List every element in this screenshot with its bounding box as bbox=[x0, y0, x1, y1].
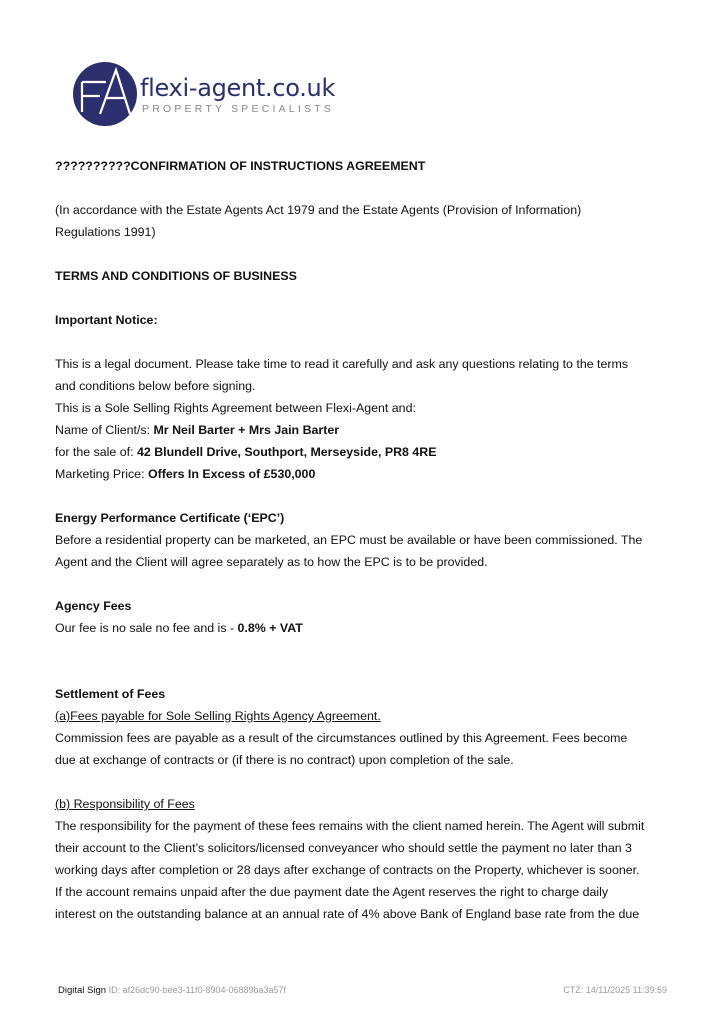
commission-line-2: due at exchange of contracts or (if there is no contract) upon completion of the sale. bbox=[55, 753, 514, 767]
responsibility-line-5: interest on the outstanding balance at an annual rate of 4% above Bank of England base rate from the due bbox=[55, 907, 640, 921]
digital-sign-id: ID: af26dc90-bee3-11f0-8904-06889ba3a57f bbox=[108, 985, 287, 995]
logo-company-name: flexi-agent.co.uk bbox=[140, 74, 336, 102]
accordance-line-2: Regulations 1991) bbox=[55, 225, 156, 239]
document-title: ??????????CONFIRMATION OF INSTRUCTIONS AGREEMENT bbox=[55, 159, 426, 173]
fees-label: Our fee is no sale no fee and is - bbox=[55, 621, 238, 635]
company-logo bbox=[72, 60, 336, 130]
digital-sign-footer bbox=[58, 985, 286, 996]
notice-line-1: This is a legal document. Please take time to read it carefully and ask any questions relating to the terms bbox=[55, 357, 629, 371]
ssr-line: This is a Sole Selling Rights Agreement between Flexi-Agent and: bbox=[55, 401, 416, 415]
logo-tagline: PROPERTY SPECIALISTS bbox=[142, 103, 334, 115]
settlement-heading: Settlement of Fees bbox=[55, 687, 166, 701]
sale-value: 42 Blundell Drive, Southport, Merseyside, PR8 4RE bbox=[136, 445, 437, 459]
price-row bbox=[55, 463, 670, 485]
fees-row bbox=[55, 617, 670, 639]
ctz-timestamp: CTZ: 14/11/2025 11:39:59 bbox=[563, 985, 667, 995]
accordance-line-1: (In accordance with the Estate Agents Act 1979 and the Estate Agents (Provision of Information) bbox=[55, 203, 582, 217]
responsibility-line-3: working days after completion or 28 days after exchange of contracts on the Property, whichever is sooner. bbox=[55, 863, 640, 877]
notice-line-2: and conditions below before signing. bbox=[55, 379, 256, 393]
client-label: Name of Client/s: bbox=[55, 423, 154, 437]
notice-heading: Important Notice: bbox=[55, 313, 158, 327]
client-row bbox=[55, 419, 670, 441]
sale-row bbox=[55, 441, 670, 463]
price-value: Offers In Excess of £530,000 bbox=[147, 467, 316, 481]
price-label: Marketing Price: bbox=[55, 467, 148, 481]
digital-sign-label: Digital Sign bbox=[58, 985, 107, 996]
client-value: Mr Neil Barter + Mrs Jain Barter bbox=[153, 423, 340, 437]
responsibility-line-4: If the account remains unpaid after the due payment date the Agent reserves the right to charge daily bbox=[55, 885, 609, 899]
responsibility-line-2: their account to the Client’s solicitors/licensed conveyancer who should settle the payment no later than 3 bbox=[55, 841, 632, 855]
fa-monogram-icon bbox=[72, 60, 138, 128]
epc-line-1: Before a residential property can be marketed, an EPC must be available or have been commissioned. The bbox=[55, 533, 643, 547]
agreement-document bbox=[55, 155, 670, 925]
fees-value: 0.8% + VAT bbox=[237, 621, 303, 635]
terms-heading: TERMS AND CONDITIONS OF BUSINESS bbox=[55, 269, 297, 283]
fees-heading: Agency Fees bbox=[55, 599, 132, 613]
epc-heading: Energy Performance Certificate (‘EPC’) bbox=[55, 511, 285, 525]
sale-label: for the sale of: bbox=[55, 445, 137, 459]
settlement-a-heading: (a)Fees payable for Sole Selling Rights Agency Agreement. bbox=[55, 709, 381, 723]
responsibility-line-1: The responsibility for the payment of these fees remains with the client named herein. The Agent will submit bbox=[55, 819, 645, 833]
epc-line-2: Agent and the Client will agree separately as to how the EPC is to be provided. bbox=[55, 555, 488, 569]
commission-line-1: Commission fees are payable as a result of the circumstances outlined by this Agreement. Fees become bbox=[55, 731, 628, 745]
settlement-b-heading: (b) Responsibility of Fees bbox=[55, 797, 195, 811]
